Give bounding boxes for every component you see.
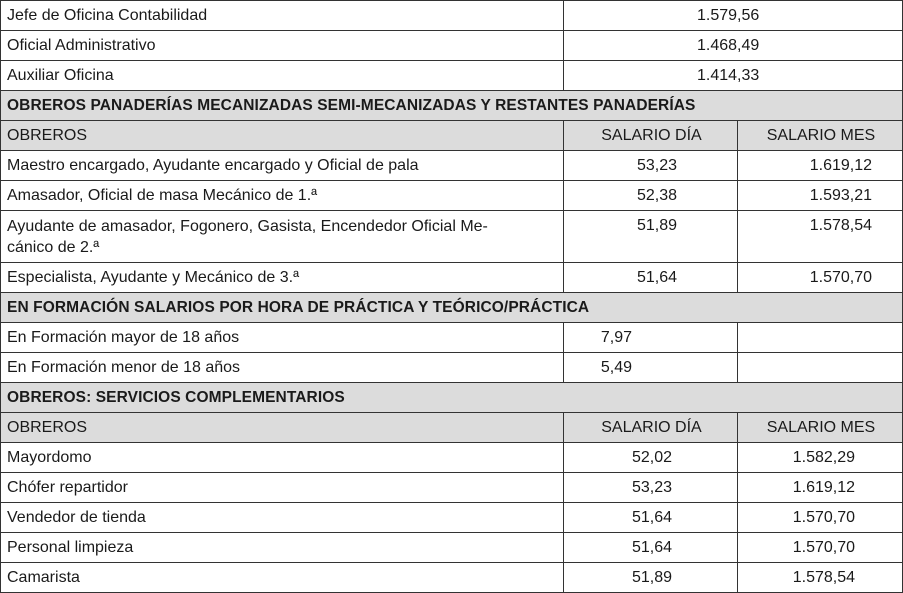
salary-cell xyxy=(564,31,903,61)
table-row xyxy=(1,31,903,61)
salario-dia-cell: 51,64 xyxy=(564,263,738,293)
job-title-cell: Oficial Administrativo xyxy=(1,31,564,61)
column-header-salario-mes: SALARIO MES xyxy=(738,413,903,443)
salario-mes-cell: 1.570,70 xyxy=(738,503,903,533)
table-row xyxy=(1,1,903,31)
table-row xyxy=(1,473,903,503)
empty-cell xyxy=(738,323,903,353)
salario-dia-cell: 51,64 xyxy=(564,503,738,533)
salary-cell xyxy=(564,1,903,31)
salario-mes-cell: 1.578,54 xyxy=(738,563,903,593)
job-title-line-2: cánico de 2.ª xyxy=(7,239,100,256)
salario-dia-cell: 51,89 xyxy=(564,211,738,263)
salario-dia-cell: 53,23 xyxy=(564,151,738,181)
empty-cell xyxy=(738,353,903,383)
salario-mes-cell: 1.582,29 xyxy=(738,443,903,473)
table-row xyxy=(1,263,903,293)
section-heading-row xyxy=(1,293,903,323)
job-title-cell: Maestro encargado, Ayudante encargado y Oficial de pala xyxy=(1,151,564,181)
salario-mes-cell: 1.570,70 xyxy=(738,263,903,293)
table-row xyxy=(1,323,903,353)
job-title-cell: Jefe de Oficina Contabilidad xyxy=(1,1,564,31)
section-heading-row xyxy=(1,91,903,121)
hourly-rate-cell: 5,49 xyxy=(564,353,738,383)
column-header-row xyxy=(1,121,903,151)
table-row xyxy=(1,563,903,593)
table-row xyxy=(1,181,903,211)
table-row xyxy=(1,443,903,473)
salario-mes-cell: 1.593,21 xyxy=(738,181,903,211)
salary-value: 1.414,33 xyxy=(697,67,760,84)
salario-dia-cell: 52,02 xyxy=(564,443,738,473)
section-title: OBREROS: SERVICIOS COMPLEMENTARIOS xyxy=(1,383,903,413)
column-header-salario-dia: SALARIO DÍA xyxy=(564,413,738,443)
salario-dia-cell: 53,23 xyxy=(564,473,738,503)
job-title-cell: Personal limpieza xyxy=(1,533,564,563)
salary-value: 1.468,49 xyxy=(697,37,760,54)
salary-cell xyxy=(564,61,903,91)
salary-value: 1.579,56 xyxy=(697,7,760,24)
hourly-rate-cell: 7,97 xyxy=(564,323,738,353)
salario-dia-cell: 52,38 xyxy=(564,181,738,211)
table-row xyxy=(1,353,903,383)
job-title-cell: Vendedor de tienda xyxy=(1,503,564,533)
table-row xyxy=(1,61,903,91)
salario-mes-cell: 1.570,70 xyxy=(738,533,903,563)
job-title-cell xyxy=(1,211,564,263)
column-header-salario-mes: SALARIO MES xyxy=(738,121,903,151)
table-row xyxy=(1,151,903,181)
salario-mes-cell: 1.619,12 xyxy=(738,473,903,503)
job-title-cell: En Formación menor de 18 años xyxy=(1,353,564,383)
job-title-cell: Especialista, Ayudante y Mecánico de 3.ª xyxy=(1,263,564,293)
salario-mes-cell: 1.619,12 xyxy=(738,151,903,181)
column-header-salario-dia: SALARIO DÍA xyxy=(564,121,738,151)
column-header-obreros: OBREROS xyxy=(1,413,564,443)
salario-mes-cell: 1.578,54 xyxy=(738,211,903,263)
column-header-obreros: OBREROS xyxy=(1,121,564,151)
section-heading-row xyxy=(1,383,903,413)
job-title-cell: Mayordomo xyxy=(1,443,564,473)
job-title-line-1: Ayudante de amasador, Fogonero, Gasista, Encendedor Oficial Me- xyxy=(7,218,488,235)
job-title-cell: En Formación mayor de 18 años xyxy=(1,323,564,353)
job-title-cell: Camarista xyxy=(1,563,564,593)
table-row xyxy=(1,211,903,263)
job-title-cell: Amasador, Oficial de masa Mecánico de 1.ª xyxy=(1,181,564,211)
job-title-cell: Chófer repartidor xyxy=(1,473,564,503)
section-title: EN FORMACIÓN SALARIOS POR HORA DE PRÁCTICA Y TEÓRICO/PRÁCTICA xyxy=(1,293,903,323)
salario-dia-cell: 51,89 xyxy=(564,563,738,593)
section-title: OBREROS PANADERÍAS MECANIZADAS SEMI-MECANIZADAS Y RESTANTES PANADERÍAS xyxy=(1,91,903,121)
table-row xyxy=(1,533,903,563)
table-row xyxy=(1,503,903,533)
job-title-cell: Auxiliar Oficina xyxy=(1,61,564,91)
salario-dia-cell: 51,64 xyxy=(564,533,738,563)
column-header-row xyxy=(1,413,903,443)
